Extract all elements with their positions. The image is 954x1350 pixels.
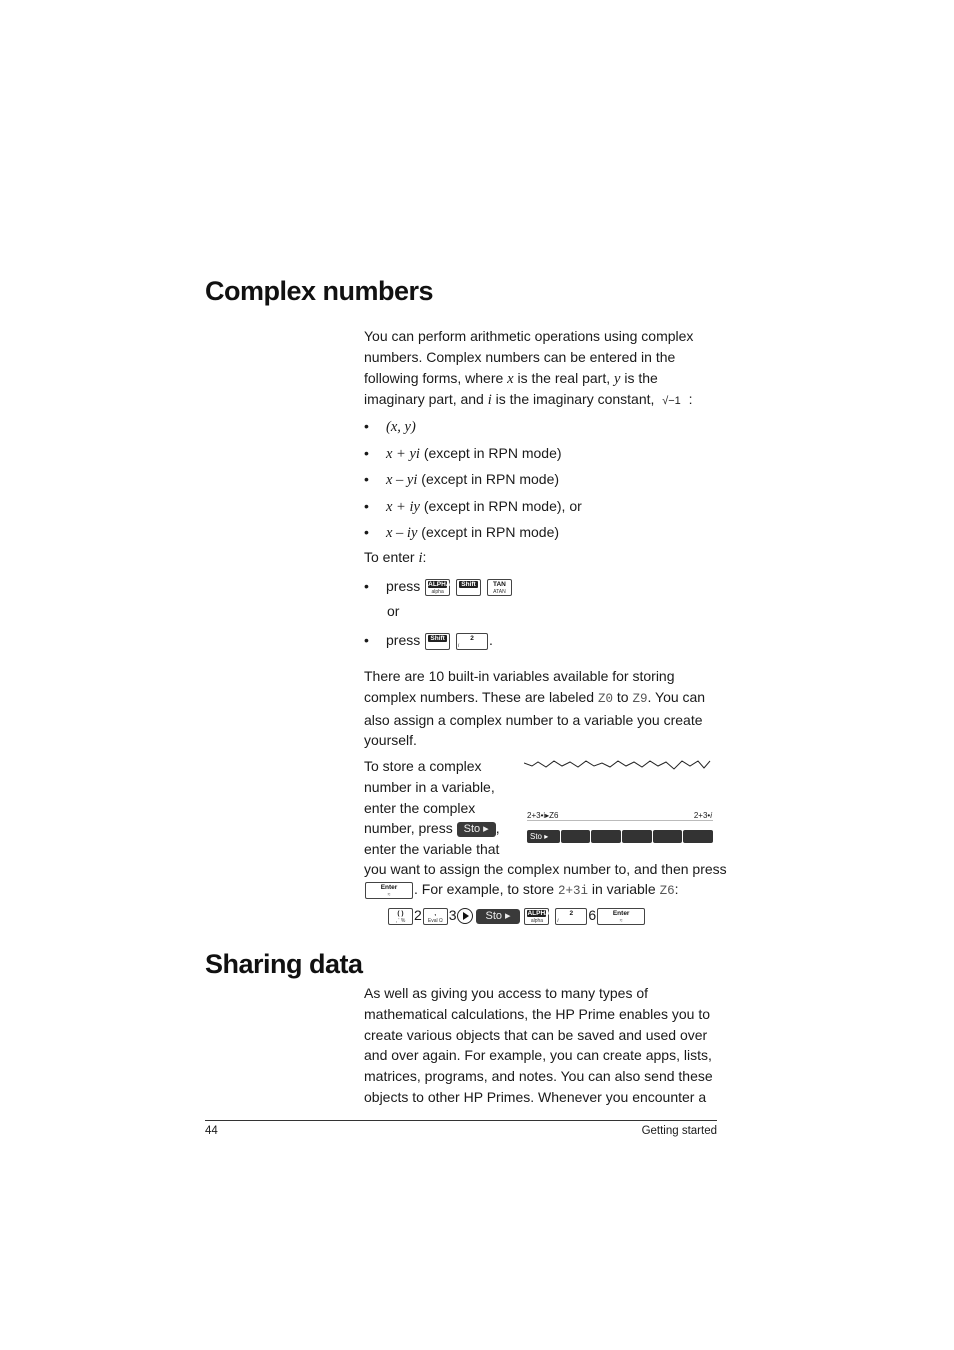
two-key-icon: 2 i bbox=[555, 908, 587, 925]
form-note: (except in RPN mode) bbox=[423, 445, 562, 461]
var-y: y bbox=[614, 370, 621, 387]
var-z0: Z0 bbox=[597, 691, 613, 706]
menu-button-empty[interactable] bbox=[561, 830, 591, 843]
store-continuation: you want to assign the complex number to, and then press bbox=[364, 861, 727, 877]
form-expr: x – iy bbox=[386, 525, 418, 541]
torn-edge-icon bbox=[524, 756, 714, 776]
store-line: number, press Sto ▸ , bbox=[364, 820, 500, 837]
example-line bbox=[364, 881, 678, 899]
store-line: number in a variable, bbox=[364, 778, 495, 795]
screen-divider bbox=[527, 820, 713, 821]
footer-divider bbox=[205, 1120, 717, 1121]
to-enter-text: To enter bbox=[364, 549, 415, 565]
sto-key-icon: Sto ▸ bbox=[476, 909, 519, 924]
menu-button-sto[interactable]: Sto ▸ bbox=[527, 830, 560, 843]
store-line: To store a complex bbox=[364, 758, 482, 774]
paren-key-icon: ( ) , ‘ % bbox=[388, 908, 413, 925]
calculator-screen bbox=[524, 756, 714, 846]
right-arrow-key-icon bbox=[457, 908, 473, 924]
sqrt-minus-one: √−1 bbox=[662, 395, 681, 408]
key-sequence bbox=[387, 907, 646, 925]
sto-key-icon: Sto ▸ bbox=[457, 822, 496, 837]
form-note: (except in RPN mode) bbox=[421, 524, 560, 540]
intro-paragraph bbox=[364, 326, 719, 412]
example-mid: in variable bbox=[591, 881, 656, 897]
example-value: 2+3i bbox=[557, 884, 588, 898]
page-number: 44 bbox=[205, 1125, 218, 1137]
screen-menu bbox=[527, 830, 713, 843]
period: . bbox=[489, 632, 493, 648]
section-title-complex-numbers: Complex numbers bbox=[205, 276, 434, 306]
digit: 2 bbox=[414, 907, 422, 923]
alpha-key-icon: ALPHA alpha bbox=[425, 579, 450, 596]
form-note: (except in RPN mode) bbox=[421, 471, 560, 487]
var-x: x bbox=[507, 370, 514, 387]
or-text: or bbox=[387, 603, 400, 619]
enter-key-icon: Enter ≈ bbox=[365, 882, 413, 899]
store-line: enter the variable that bbox=[364, 841, 500, 858]
footer-section-name: Getting started bbox=[641, 1125, 717, 1137]
digit: 6 bbox=[588, 907, 597, 923]
var-z9: Z9 bbox=[632, 691, 648, 706]
press-text: press bbox=[386, 578, 421, 594]
shift-key-icon: Shift bbox=[425, 633, 450, 650]
var-i: i bbox=[418, 550, 423, 566]
var-i: i bbox=[487, 392, 492, 409]
screen-result: 2+3•i bbox=[693, 811, 712, 820]
intro-end: is the imaginary constant, bbox=[495, 391, 655, 408]
press-text: press bbox=[386, 632, 421, 648]
to-word: to bbox=[616, 688, 629, 705]
to-enter-i bbox=[364, 549, 426, 567]
colon: : bbox=[674, 881, 679, 897]
example-var: Z6 bbox=[659, 884, 675, 898]
builtin-vars-paragraph bbox=[364, 666, 719, 751]
tan-key-icon: TAN ATAN bbox=[487, 579, 512, 596]
form-expr: x + yi bbox=[386, 446, 420, 462]
shift-key-icon: Shift bbox=[456, 579, 481, 596]
menu-button-empty[interactable] bbox=[683, 830, 713, 843]
menu-button-empty[interactable] bbox=[653, 830, 683, 843]
screen-entry: 2+3•i▸Z6 bbox=[527, 811, 559, 820]
vars-text-2: . You can also assign a complex number to a variable you create yourself. bbox=[364, 688, 706, 749]
digit: 3 bbox=[448, 907, 457, 923]
colon: : bbox=[688, 391, 693, 408]
vars-text: There are 10 built-in variables available for storing complex numbers. These are labeled bbox=[364, 668, 675, 705]
store-line: enter the complex bbox=[364, 799, 476, 816]
comma-key-icon: ‚ Eval Ω bbox=[423, 908, 448, 925]
example-text: . For example, to store bbox=[414, 881, 555, 897]
enter-key-icon: Enter ≈ bbox=[597, 908, 645, 925]
form-expr: (x, y) bbox=[386, 419, 416, 435]
section-title-sharing-data: Sharing data bbox=[205, 949, 363, 979]
form-expr: x – yi bbox=[386, 472, 418, 488]
intro-mid1: is the real part, bbox=[517, 369, 611, 386]
sharing-paragraph: As well as giving you access to many types of mathematical calculations, the HP Prime enables you to create various objects that can be saved and used over and over again. For example, you can create apps, lists, matrices, programs, and notes. You can also send these objects to other HP Primes. Whenever you encounter a bbox=[364, 985, 713, 1105]
form-expr: x + iy bbox=[386, 499, 420, 515]
store-instructions bbox=[364, 756, 524, 860]
form-note: (except in RPN mode), or bbox=[423, 498, 582, 514]
two-key-icon: 2 i bbox=[456, 633, 488, 650]
menu-button-empty[interactable] bbox=[591, 830, 621, 843]
alpha-key-icon: ALPHA alpha bbox=[524, 908, 549, 925]
menu-button-empty[interactable] bbox=[622, 830, 652, 843]
intro-text: You can perform arithmetic operations using complex numbers. Complex numbers can be entered in the following forms, where bbox=[364, 328, 694, 386]
intro-mid2: is the imaginary part, and bbox=[364, 369, 658, 408]
colon: : bbox=[422, 549, 427, 565]
